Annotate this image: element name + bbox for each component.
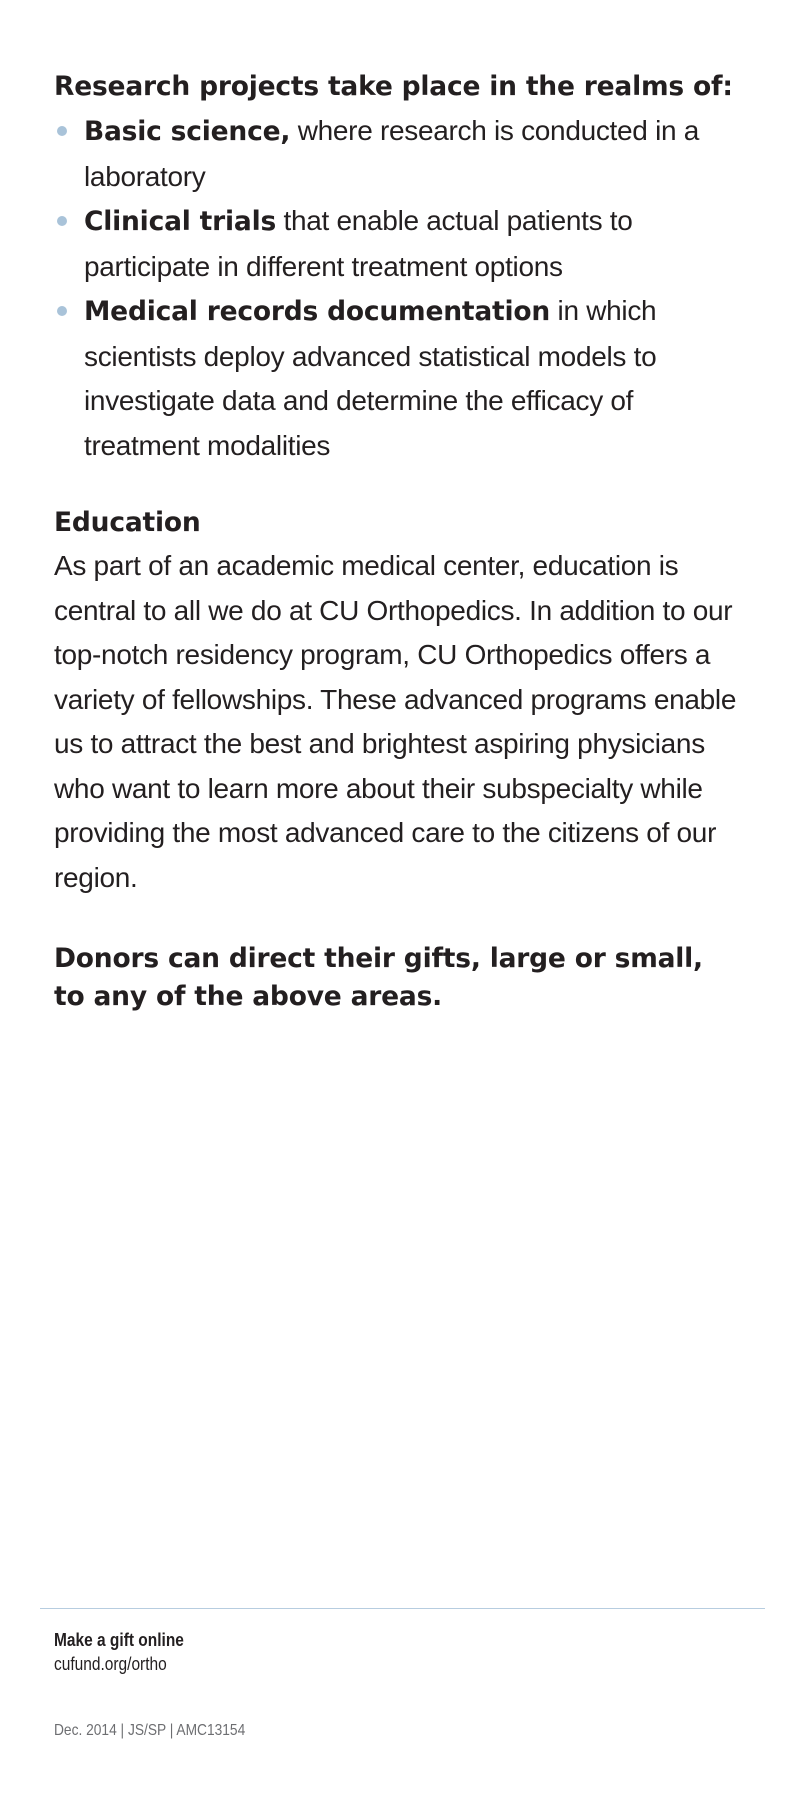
document-code: Dec. 2014 | JS/SP | AMC13154 <box>54 1722 246 1739</box>
gift-online-title: Make a gift online <box>54 1630 184 1650</box>
research-item-text: where research is conducted in a laboratory <box>84 115 700 192</box>
education-body: As part of an academic medical center, education is central to all we do at CU Orthopedics. In addition to our top-notch residency program, CU Orthopedics offers a variety of fellowships. These advanced programs enable us to attract the best and brightest aspiring physicians who want to learn more about their subspecialty while providing the most advanced care to the citizens of our region. <box>54 550 737 893</box>
closing-statement: Donors can direct their gifts, large or small, to any of the above areas. <box>54 943 703 1012</box>
research-item-lead: Medical records documentation <box>84 296 551 327</box>
research-item-medical-records <box>54 289 754 468</box>
gift-url-link[interactable]: cufund.org/ortho <box>54 1654 167 1674</box>
footer <box>54 1628 205 1676</box>
research-item-text: that enable actual patients to participate in different treatment options <box>84 205 633 282</box>
research-item-lead: Basic science, <box>84 116 291 147</box>
research-item-clinical-trials <box>54 199 754 289</box>
main-content <box>54 70 754 1016</box>
research-heading: Research projects take place in the realms of: <box>54 71 733 102</box>
research-item-basic-science <box>54 109 754 199</box>
research-item-text: in which scientists deploy advanced statistical models to investigate data and determine the efficacy of treatment modalities <box>84 295 657 461</box>
bullet-icon <box>57 216 67 226</box>
education-heading: Education <box>54 507 201 538</box>
research-list <box>54 109 754 468</box>
bullet-icon <box>57 126 67 136</box>
bullet-icon <box>57 306 67 316</box>
research-item-lead: Clinical trials <box>84 206 277 237</box>
footer-divider <box>40 1608 765 1609</box>
